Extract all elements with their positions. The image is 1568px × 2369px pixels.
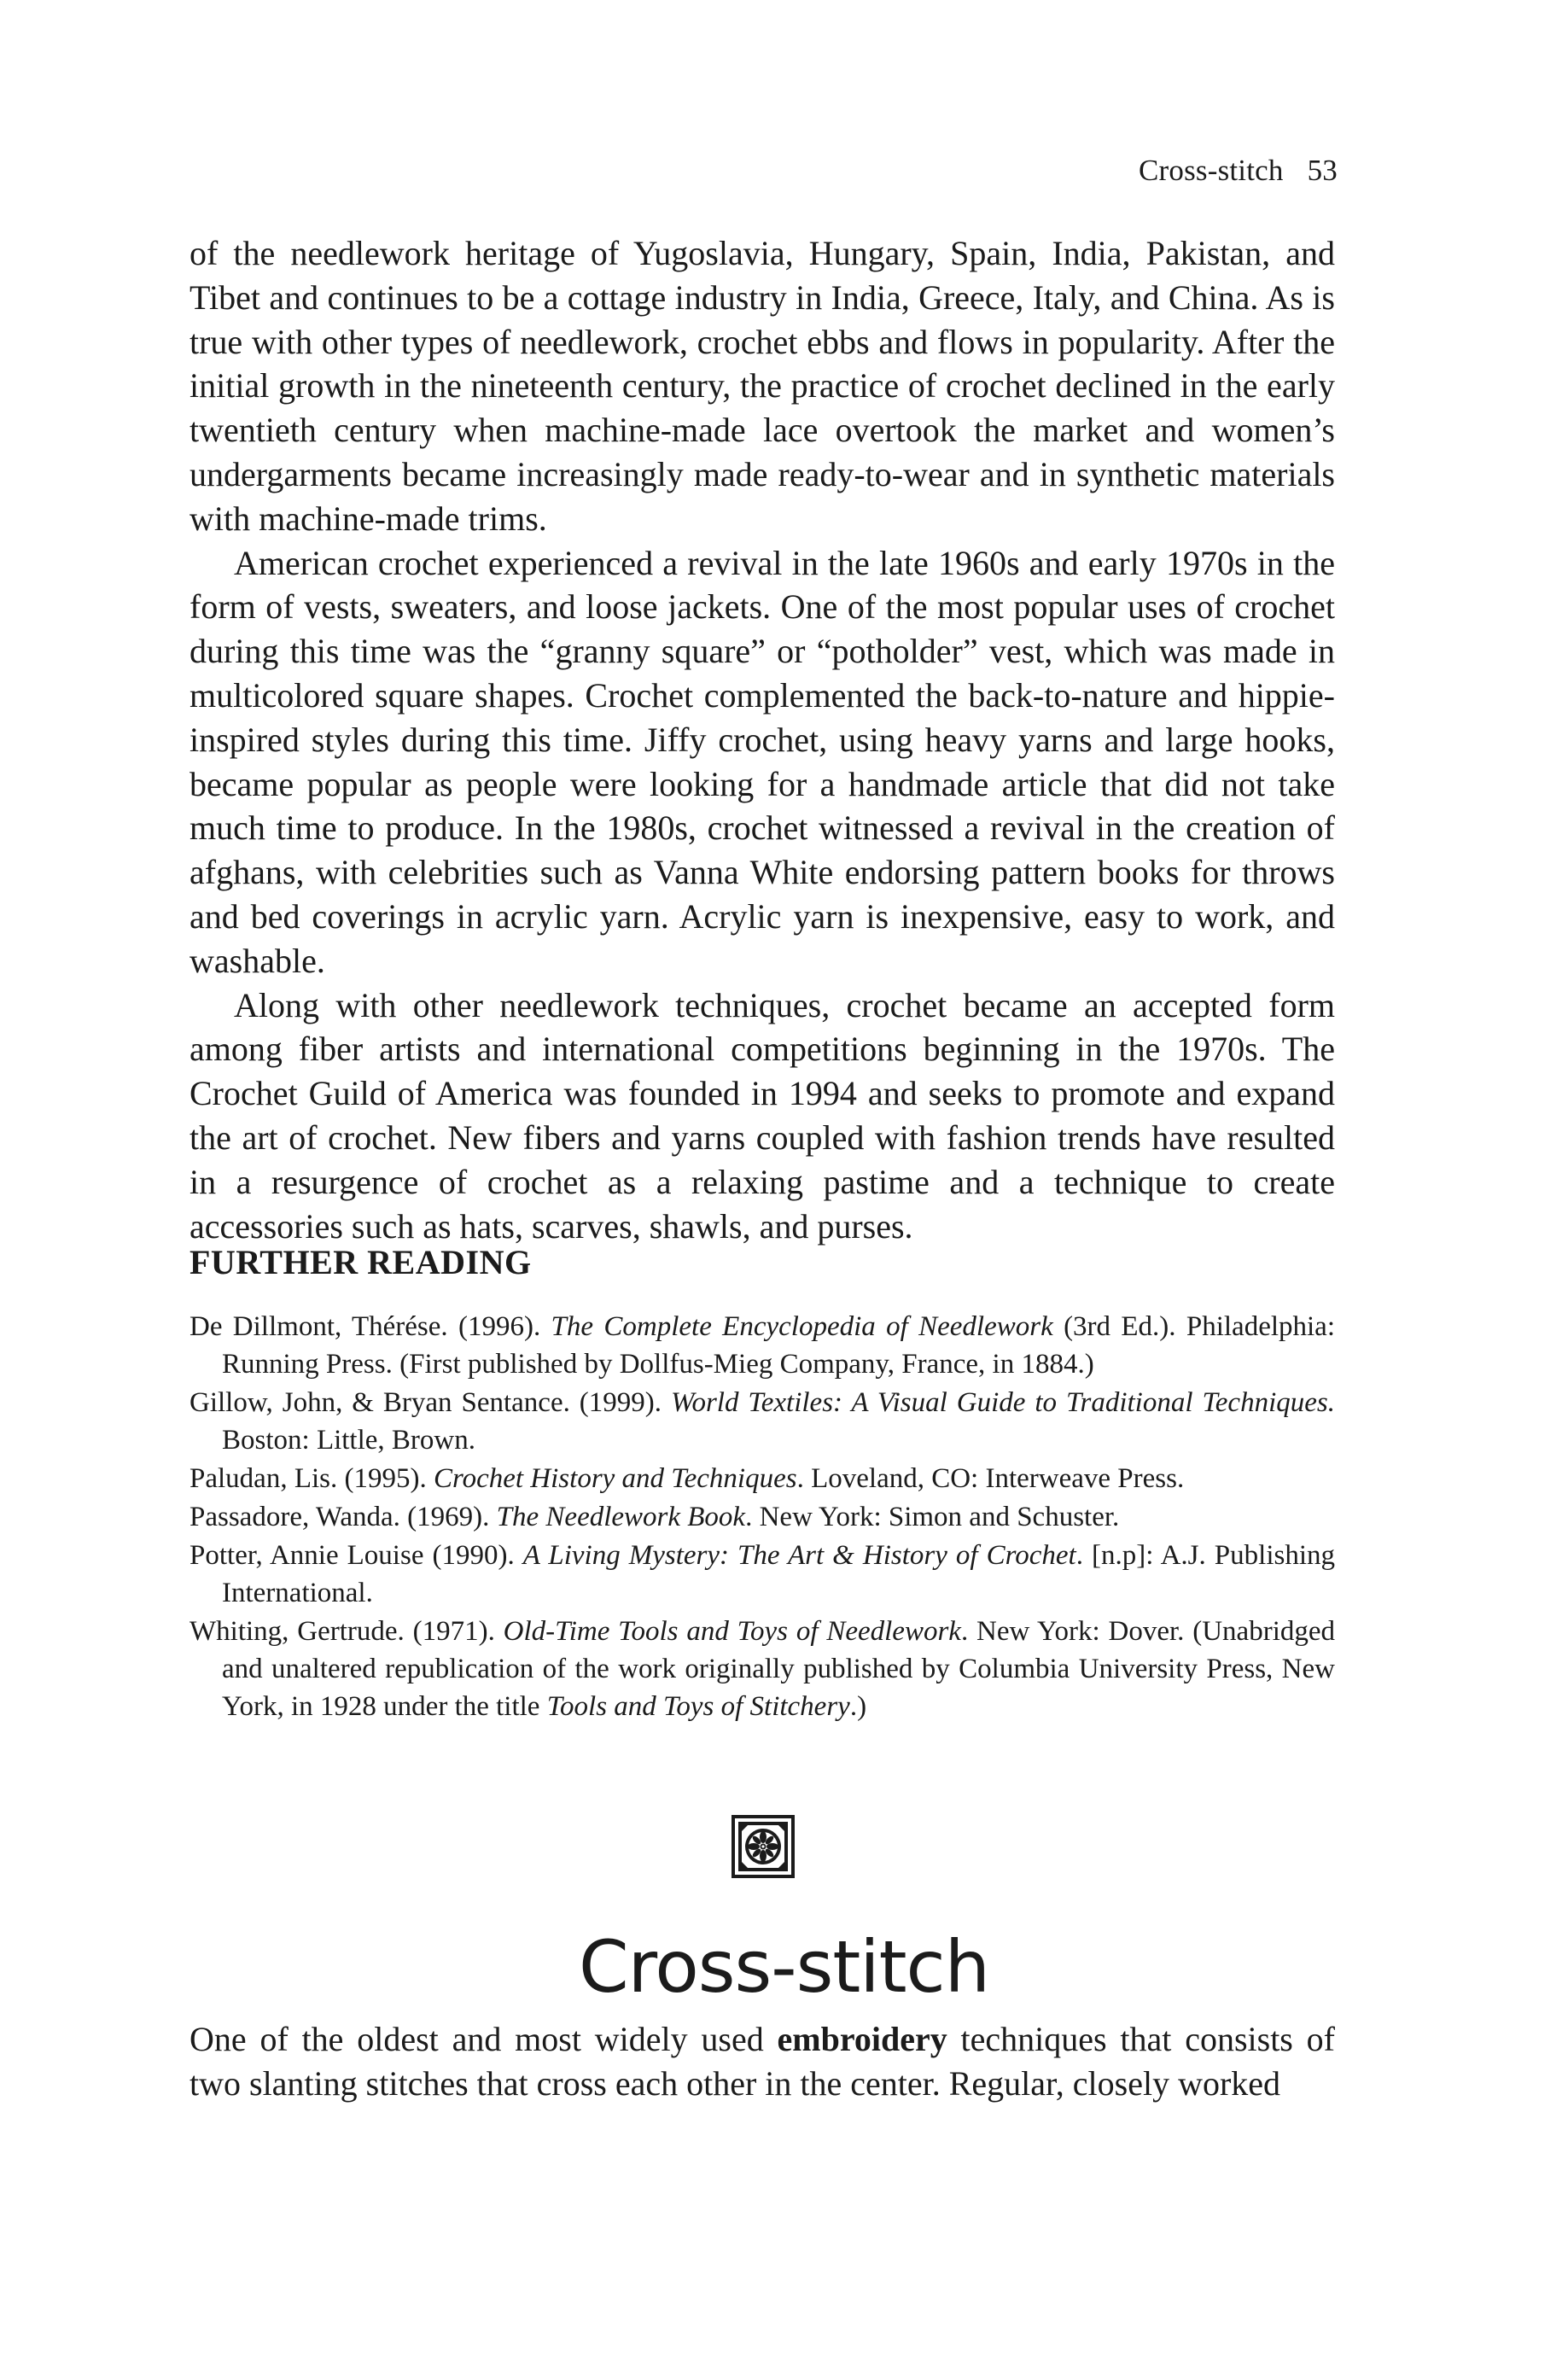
reference-title: Tools and Toys of Stitchery: [546, 1691, 850, 1722]
reference-author: Whiting, Gertrude. (1971).: [189, 1616, 504, 1647]
intro-text: techniques that consists of two slanting stitches that cross each other in the center. Regular, closely worked: [189, 2020, 1335, 2103]
reference-title: World Textiles: A Visual Guide to Traditional Techniques.: [671, 1387, 1335, 1418]
reference-list: [189, 1308, 1335, 1726]
page-number: 53: [1307, 154, 1338, 187]
section-intro: [189, 2017, 1335, 2106]
reference-title: The Complete Encyclopedia of Needlework: [551, 1311, 1053, 1342]
reference-title: Old-Time Tools and Toys of Needlework: [503, 1616, 961, 1647]
intro-keyword: embroidery: [777, 2020, 947, 2058]
main-text: [189, 231, 1335, 1248]
reference-item: [189, 1498, 1335, 1536]
reference-publisher: (3rd Ed.). Philadelphia: Running Press. (First published by Dollfus-Mieg Company, France, in 1884.): [222, 1311, 1335, 1380]
reference-item: [189, 1308, 1335, 1383]
reference-publisher: . [n.p]: A.J. Publishing International.: [222, 1540, 1336, 1608]
reference-publisher: . Loveland, CO: Interweave Press.: [796, 1463, 1185, 1494]
reference-author: Paludan, Lis. (1995).: [189, 1463, 434, 1494]
reference-item: [189, 1537, 1335, 1612]
section-intro-paragraph: [189, 2017, 1335, 2106]
reference-publisher: . New York: Dover. (Unabridged and unaltered republication of the work originally published by Columbia University Press, New York, in 1928 under the title: [222, 1616, 1336, 1722]
further-reading-heading: FURTHER READING: [189, 1243, 532, 1281]
intro-text: One of the oldest and most widely used: [189, 2020, 778, 2058]
reference-publisher: .): [849, 1691, 867, 1722]
reference-title: A Living Mystery: The Art & History of Crochet: [522, 1540, 1076, 1571]
paragraph-1: of the needlework heritage of Yugoslavia, Hungary, Spain, India, Pakistan, and Tibet and continues to be a cottage industry in India, Greece, Italy, and China. As is true with other types of needlework, crochet ebbs and flows in popularity. After the initial growth in the nineteenth century, the practice of crochet declined in the early twentieth century when machine-made lace overtook the market and women’s undergarments became increasingly made ready-to-wear and in synthetic materials with machine-made trims.: [189, 234, 1335, 538]
reference-publisher: Boston: Little, Brown.: [222, 1425, 475, 1456]
running-head-title: Cross-stitch: [1138, 154, 1284, 187]
running-head: [1139, 154, 1338, 188]
reference-publisher: . New York: Simon and Schuster.: [745, 1502, 1120, 1532]
reference-item: [189, 1613, 1335, 1725]
reference-author: De Dillmont, Thérése. (1996).: [189, 1311, 551, 1342]
reference-author: Passadore, Wanda. (1969).: [189, 1502, 497, 1532]
paragraph-2: American crochet experienced a revival in the late 1960s and early 1970s in the form of vests, sweaters, and loose jackets. One of the most popular uses of crochet during this time was the “granny square” or “potholder” vest, which was made in multicolored square shapes. Crochet complemented the back-to-nature and hippie-inspired styles during this time. Jiffy crochet, using heavy yarns and large hooks, became popular as people were looking for a handmade article that did not take much time to produce. In the 1980s, crochet witnessed a revival in the creation of afghans, with celebrities such as Vanna White endorsing pattern books for throws and bed coverings in acrylic yarn. Acrylic yarn is inexpensive, easy to work, and washable.: [189, 543, 1335, 980]
reference-item: [189, 1460, 1335, 1497]
paragraph-3: Along with other needlework techniques, crochet became an accepted form among fiber artists and international competitions beginning in the 1970s. The Crochet Guild of America was founded in 1994 and seeks to promote and expand the art of crochet. New fibers and yarns coupled with fashion trends have resulted in a resurgence of crochet as a relaxing pastime and a technique to create accessories such as hats, scarves, shawls, and purses.: [189, 985, 1335, 1246]
reference-author: Potter, Annie Louise (1990).: [189, 1540, 523, 1571]
reference-title: The Needlework Book: [496, 1502, 746, 1532]
section-title: Cross-stitch: [579, 1925, 989, 2009]
reference-title: Crochet History and Techniques: [433, 1463, 797, 1494]
reference-author: Gillow, John, & Bryan Sentance. (1999).: [189, 1387, 671, 1418]
ornament-icon: [732, 1815, 795, 1878]
reference-item: [189, 1384, 1335, 1459]
